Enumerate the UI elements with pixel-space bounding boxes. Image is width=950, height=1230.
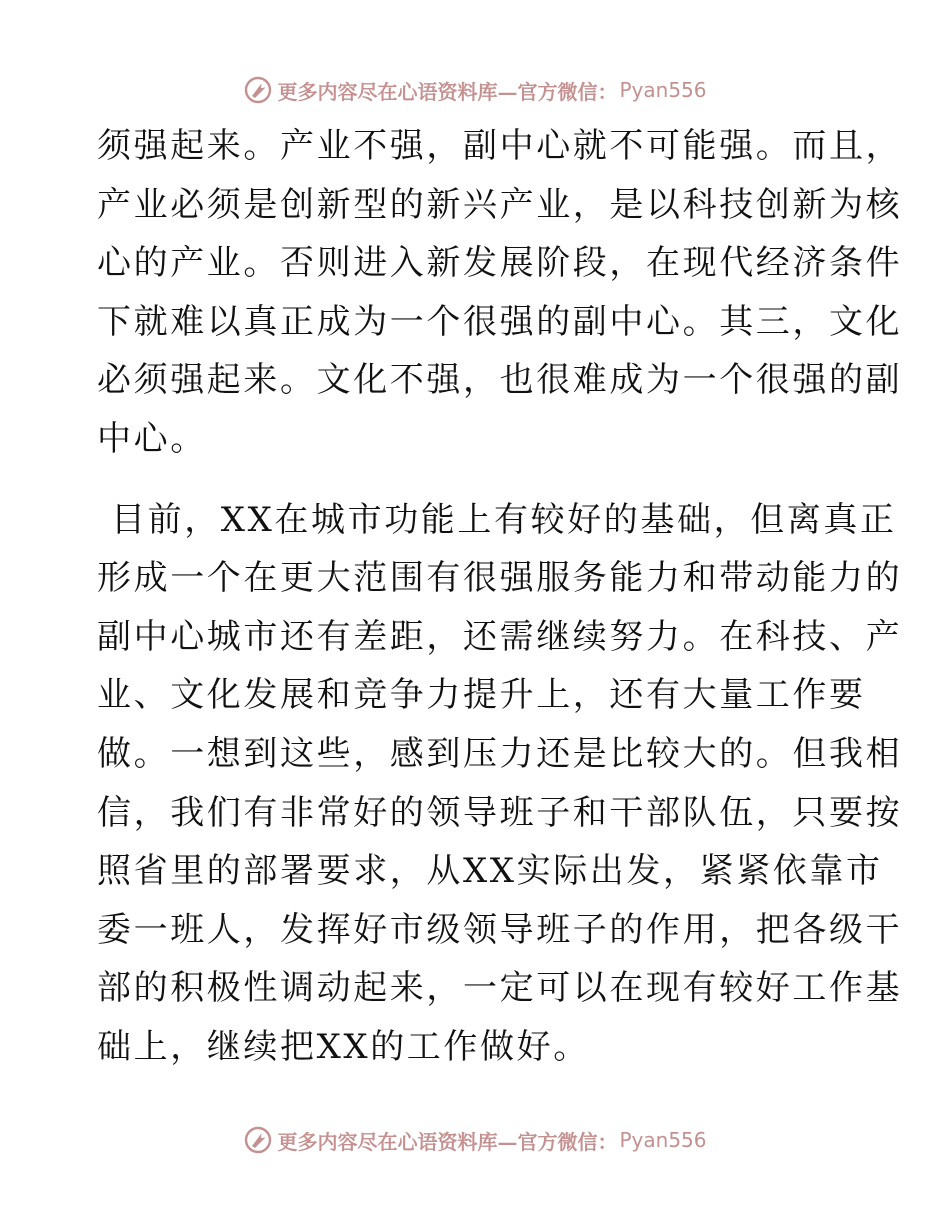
watermark-contact: Pyan556 bbox=[619, 1128, 707, 1152]
text-line: 信，我们有非常好的领导班子和干部队伍，只要按 bbox=[97, 792, 903, 833]
header-watermark bbox=[0, 70, 950, 110]
text-line: 业、文化发展和竞争力提升上，还有大量工作要 bbox=[97, 675, 866, 716]
paragraph-1 bbox=[97, 117, 903, 469]
text-line: 形成一个在更大范围有很强服务能力和带动能力的 bbox=[97, 558, 903, 599]
paragraph-gap bbox=[97, 469, 857, 491]
text-line: 委一班人，发挥好市级领导班子的作用，把各级干 bbox=[97, 909, 903, 950]
paragraph-2 bbox=[97, 491, 903, 1077]
text-line: 照省里的部署要求，从XX实际出发，紧紧依靠市 bbox=[97, 851, 883, 892]
text-line: 下就难以真正成为一个很强的副中心。其三，文化 bbox=[97, 301, 903, 342]
watermark-text: 更多内容尽在心语资料库—官方微信： bbox=[277, 79, 618, 104]
pen-nib-circle-icon bbox=[243, 75, 273, 105]
pen-nib-circle-icon bbox=[243, 1125, 273, 1155]
watermark-text: 更多内容尽在心语资料库—官方微信： bbox=[277, 1129, 618, 1154]
text-line: 副中心城市还有差距，还需继续努力。在科技、产 bbox=[97, 616, 903, 657]
text-line: 做。一想到这些，感到压力还是比较大的。但我相 bbox=[97, 733, 903, 774]
text-line: 须强起来。产业不强，副中心就不可能强。而且， bbox=[97, 126, 903, 166]
text-line: 目前，XX在城市功能上有较好的基础，但离真正 bbox=[111, 499, 897, 540]
text-line: 中心。 bbox=[97, 418, 207, 459]
text-line: 心的产业。否则进入新发展阶段，在现代经济条件 bbox=[97, 243, 903, 284]
watermark-contact: Pyan556 bbox=[619, 78, 707, 102]
text-line: 础上，继续把XX的工作做好。 bbox=[97, 1026, 590, 1067]
document-body bbox=[97, 117, 903, 1077]
text-line: 必须强起来。文化不强，也很难成为一个很强的副 bbox=[97, 360, 903, 401]
text-line: 产业必须是创新型的新兴产业，是以科技创新为核 bbox=[97, 184, 903, 225]
footer-watermark bbox=[0, 1120, 950, 1160]
text-line: 部的积极性调动起来，一定可以在现有较好工作基 bbox=[97, 968, 903, 1009]
